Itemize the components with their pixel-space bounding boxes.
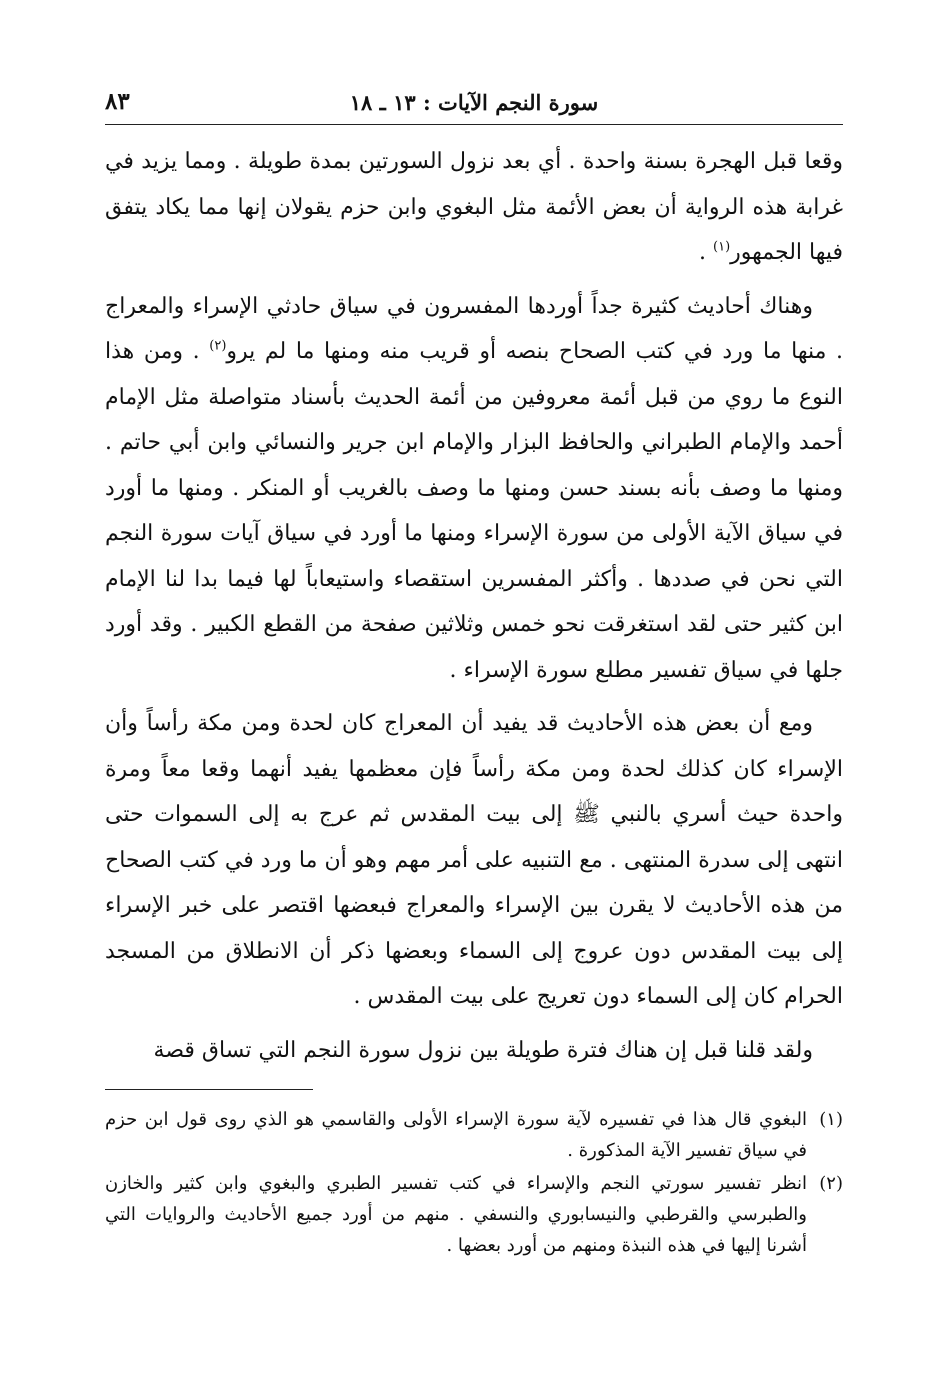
footnote-separator-wrap [105,1073,843,1090]
footnote-text: انظر تفسير سورتي النجم والإسراء في كتب تفسير الطبري والبغوي وابن كثير والخازن والطبرسي والقرطبي والنيسابوري والنسفي . منهم من أورد جميع الأحاديث والروايات التي أشرنا إليها في هذه النبذة ومنهم من أورد بعضها . [105,1173,807,1256]
paragraph-text: وهناك أحاديث كثيرة جداً أوردها المفسرون في سياق حادثي الإسراء والمعراج . منها ما ورد في كتب الصحاح بنصه أو قريب منه ومنها ما لم يرو [105,293,843,364]
main-text [105,139,843,1073]
footnote-ref-1[interactable]: (١) [713,239,731,255]
footnote-ref-2[interactable]: (٢) [209,338,227,354]
running-title: سورة النجم الآيات : ١٣ ـ ١٨ [349,90,599,115]
footnote-number: (١) [819,1109,843,1130]
paragraph-4 [105,1028,843,1074]
footnote-number: (٢) [819,1173,843,1194]
paragraph-2 [105,284,843,694]
paragraph-text: وقعا قبل الهجرة بسنة واحدة . أي بعد نزول السورتين بمدة طويلة . ومما يزيد في غرابة هذه الرواية أن بعض الأئمة مثل البغوي وابن حزم يقولان إنها مما يكاد يتفق فيها الجمهور [105,149,843,265]
paragraph-text: ومع أن بعض هذه الأحاديث قد يفيد أن المعراج كان لحدة ومن مكة رأساً وأن الإسراء كان كذلك لحدة ومن مكة رأساً فإن معظمها يفيد أنهما وقعا معاً ومرة واحدة حيث أسري بالنبي ﷺ إلى بيت المقدس ثم عرج به إلى السموات حتى انتهى إلى سدرة المنتهى . مع التنبيه على أمر مهم وهو أن ما ورد في كتب الصحاح من هذه الأحاديث لا يقرن بين الإسراء والمعراج فبعضها اقتصر على خبر الإسراء إلى بيت المقدس دون عروج إلى السماء وبعضها ذكر أن الانطلاق من المسجد الحرام كان إلى السماء دون تعريج على بيت المقدس . [105,711,843,1009]
footnotes [105,1104,843,1261]
paragraph-3 [105,701,843,1020]
footnote-separator [105,1089,313,1090]
paragraph-1 [105,139,843,276]
paragraph-text: . [699,240,713,265]
page-number: ٨٣ [105,88,130,115]
footnote-text: البغوي قال هذا في تفسيره لآية سورة الإسراء الأولى والقاسمي هو الذي روى قول ابن حزم في سياق تفسير الآية المذكورة . [105,1109,807,1161]
paragraph-text: . ومن هذا النوع ما روي من قبل أئمة معروفين من أئمة الحديث بأسناد متواصلة مثل الإمام أحمد والإمام الطبراني والحافظ البزار والإمام ابن جرير والنسائي وابن أبي حاتم . ومنها ما وصف بأنه بسند حسن ومنها ما وصف بالغريب أو المنكر . ومنها ما أورد في سياق الآية الأولى من سورة الإسراء ومنها ما أورد في سياق آيات سورة النجم التي نحن في صددها . وأكثر المفسرين استقصاء واستيعاباً لها فيما بدا لنا الإمام ابن كثير حتى لقد استغرقت نحو خمس وثلاثين صفحة من القطع الكبير . وقد أورد جلها في سياق تفسير مطلع سورة الإسراء . [105,339,843,683]
footnote-1 [105,1104,843,1166]
footnote-2 [105,1168,843,1261]
page-header [105,78,843,125]
book-page [105,78,843,1261]
paragraph-text: ولقد قلنا قبل إن هناك فترة طويلة بين نزول سورة النجم التي تساق قصة [153,1037,813,1063]
